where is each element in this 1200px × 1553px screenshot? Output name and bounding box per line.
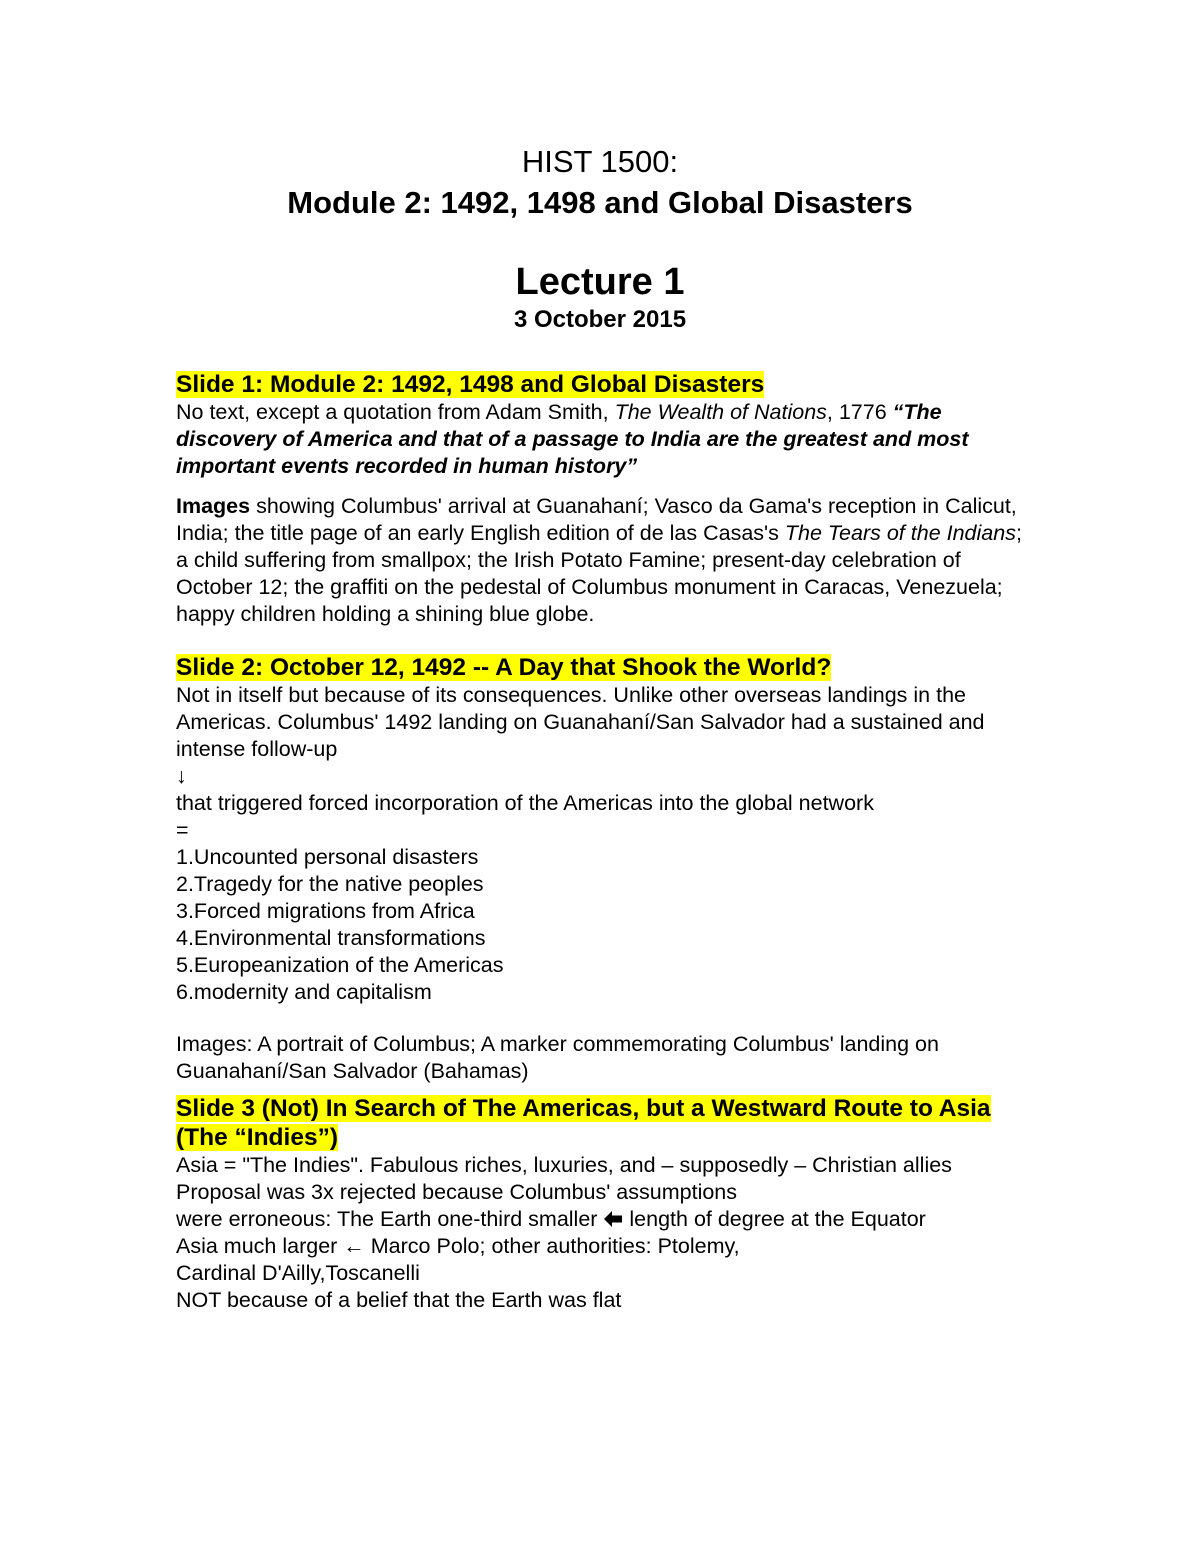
slide-1-heading xyxy=(176,370,1026,399)
slide-1-book-title: The Wealth of Nations xyxy=(614,400,827,424)
slide-1-quote: “The discovery of America and that of a passage to India are the greatest and most important events recorded in human history” xyxy=(176,400,969,478)
bold-left-arrow-icon xyxy=(603,1206,623,1233)
slide-1-year: , 1776 xyxy=(826,400,893,424)
slide-3-heading-text: Slide 3 (Not) In Search of The Americas, but a Westward Route to Asia (The “Indies”) xyxy=(176,1095,991,1151)
slide-2-line-1: Not in itself but because of its consequences. Unlike other overseas landings in the xyxy=(176,683,966,707)
slide-3-line-1: Asia = "The Indies". Fabulous riches, luxuries, and – supposedly – Christian allies xyxy=(176,1153,952,1177)
slide-3-line-3a: were erroneous: The Earth one-third smaller xyxy=(176,1207,604,1231)
lecture-title: Lecture 1 xyxy=(515,261,685,303)
slide-1-images-label: Images xyxy=(176,494,251,518)
list-item: 4.Environmental transformations xyxy=(176,926,486,950)
list-item: 6.modernity and capitalism xyxy=(176,980,432,1004)
slide-2-images: Images: A portrait of Columbus; A marker commemorating Columbus' landing on Guanahaní/San Salvador (Bahamas) xyxy=(176,1032,939,1083)
slide-3-line-3 xyxy=(176,1206,1026,1233)
slide-3-line-2: Proposal was 3x rejected because Columbus' assumptions xyxy=(176,1180,738,1204)
document-body xyxy=(176,370,1026,1314)
slide-1-heading-text: Slide 1: Module 2: 1492, 1498 and Global Disasters xyxy=(176,371,765,398)
slide-1-intro: No text, except a quotation from Adam Smith, xyxy=(176,400,615,424)
list-item: 5.Europeanization of the Americas xyxy=(176,953,504,977)
slide-1-images-text-2: ; a child suffering from smallpox; the Irish Potato Famine; present-day celebration of October 12; the graffiti on the pedestal of Columbus monument in Caracas, Venezuela; happy children holding a shining blue globe. xyxy=(176,521,1022,626)
slide-3-line-4a: Asia much larger xyxy=(176,1234,344,1258)
list-item: 3.Forced migrations from Africa xyxy=(176,899,475,923)
slide-1-quote-paragraph xyxy=(176,399,1026,480)
down-arrow-icon: ↓ xyxy=(176,764,187,788)
slide-1-images-text-1: showing Columbus' arrival at Guanahaní; Vasco da Gama's reception in Calicut, India; the title page of an early English edition of de las Casas's xyxy=(176,494,1017,545)
course-title: HIST 1500: xyxy=(521,144,679,179)
slide-1-images-italic: The Tears of the Indians xyxy=(784,521,1016,545)
slide-3-line-3b: length of degree at the Equator xyxy=(623,1207,926,1231)
left-arrow-icon: ← xyxy=(343,1234,365,1258)
slide-2-equals: = xyxy=(176,818,189,842)
module-title: Module 2: 1492, 1498 and Global Disasters xyxy=(287,185,913,220)
slide-3-heading xyxy=(176,1094,1026,1152)
slide-2-line-3: that triggered forced incorporation of the Americas into the global network xyxy=(176,791,874,815)
slide-2-heading-text: Slide 2: October 12, 1492 -- A Day that Shook the World? xyxy=(176,654,832,681)
lecture-date: 3 October 2015 xyxy=(513,306,687,333)
slide-3-line-4 xyxy=(176,1233,1026,1260)
slide-1-images-paragraph xyxy=(176,493,1026,628)
slide-3-line-6: NOT because of a belief that the Earth was flat xyxy=(176,1288,622,1312)
slide-3-line-4b: Marco Polo; other authorities: Ptolemy, xyxy=(364,1234,740,1258)
list-item: 2.Tragedy for the native peoples xyxy=(176,872,484,896)
slide-2-line-2: Americas. Columbus' 1492 landing on Guanahaní/San Salvador had a sustained and intense follow-up xyxy=(176,710,985,761)
slide-3-line-5: Cardinal D'Ailly,Toscanelli xyxy=(176,1261,420,1285)
slide-2-heading xyxy=(176,653,1026,682)
list-item: 1.Uncounted personal disasters xyxy=(176,845,479,869)
